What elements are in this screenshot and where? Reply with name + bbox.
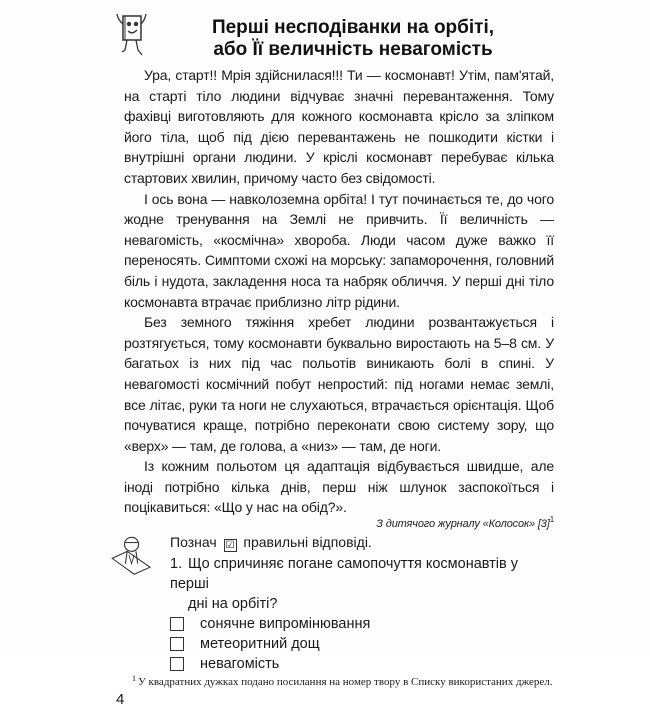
answer-option[interactable]: [170, 654, 554, 674]
paragraph: І ось вона — навколоземна орбіта! І тут починається те, до чого жодне тренування на Землі не привчить. Її величність — невагомість, «космічна» хвороба. Люди часом дуже важко її переносять. Симптоми схожі на морську: запаморочення, головний біль і нудота, закладення носа та набряк обличчя. У перші дні тіло космонавта втрачає приблизно літр рідини.: [124, 190, 554, 310]
book-mascot-icon: [112, 10, 152, 60]
title-line-1: Перші несподіванки на орбіті,: [211, 17, 495, 38]
source-text: З дитячого журналу «Колосок» [3]: [376, 518, 550, 531]
question-number: 1.: [170, 556, 183, 573]
option-label: сонячне випромінювання: [200, 616, 371, 633]
astronaut-task-icon: [106, 532, 158, 576]
task-block: [106, 532, 554, 674]
checkbox[interactable]: [170, 637, 184, 651]
answer-option[interactable]: [170, 634, 554, 654]
task-content: [170, 532, 554, 674]
footnote: [132, 675, 554, 689]
paragraph: Ура, старт!! Мрія здійснилася!!! Ти — космонавт! Утім, пам'ятай, на старті тіло людини відчуває значні перевантаження. Тому фахівці виготовляють для кожного космонавта крісло за зліпком його тіла, щоб під дією перевантажень не пошкодити кістки і внутрішні органи людини. У кріслі космонавт перебуває кілька стартових хвилин, причому часто без свідомості.: [124, 67, 554, 186]
task-instruction: [170, 532, 554, 552]
page-number: 4: [116, 691, 125, 708]
title-line-2: або Її величність невагомість: [213, 39, 493, 60]
paragraph: Із кожним польотом ця адаптація відбувається швидше, але іноді потрібно кілька днів, перш ніж шлунок заспокоїться і поцікавиться: «Що у нас на обід?».: [124, 458, 554, 516]
option-label: метеоритний дощ: [200, 636, 320, 653]
instruction-text: Познач: [170, 534, 217, 551]
option-label: невагомість: [200, 656, 280, 673]
article-body: [124, 65, 554, 531]
source-citation: [124, 515, 554, 531]
answer-option[interactable]: [170, 614, 554, 634]
checkbox[interactable]: [170, 617, 184, 631]
question: [170, 554, 554, 614]
question-text-continued: дні на орбіті?: [188, 596, 278, 613]
page-header: [106, 10, 554, 61]
footnote-text: У квадратних дужках подано посилання на номер твору в Списку використаних джерел.: [138, 676, 553, 689]
instruction-text: правильні відповіді.: [243, 534, 372, 551]
paragraph: Без земного тяжіння хребет людини розвантажується і розтягується, тому космонавти буквально виростають на 5–8 см. У багатьох із них під час польотів виникають болі в спині. У невагомості космічний побут непростий: під ногами немає землі, все літає, руки та ноги не слухаються, втрачається орієнтація. Щоб почуватися краще, потрібно переконати свою систему зору, що «верх» — там, де голова, а «низ» — там, де ноги.: [124, 314, 554, 454]
checkbox[interactable]: [170, 657, 184, 671]
footnote-mark: 1: [549, 515, 554, 525]
checkbox-checked-icon: ☑: [224, 539, 237, 552]
question-text: Що спричиняє погане самопочуття космонавтів у перші: [170, 556, 519, 593]
page-title: [152, 10, 554, 61]
footnote-mark: 1: [132, 674, 136, 684]
